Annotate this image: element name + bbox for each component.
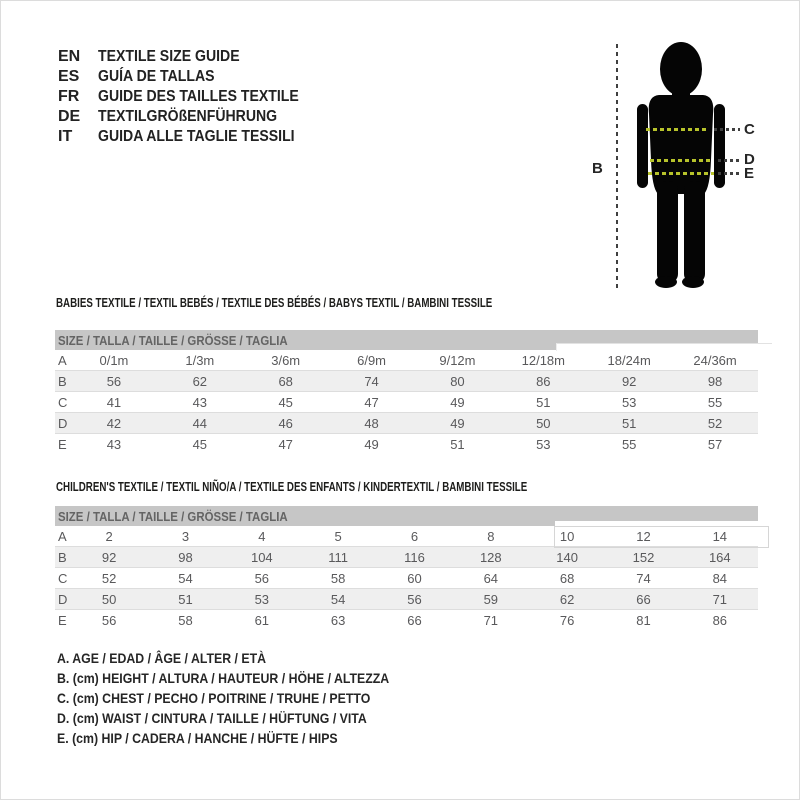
babies-section-heading: BABIES TEXTILE / TEXTIL BEBÉS / TEXTILE DES BÉBÉS / BABYS TEXTIL / BAMBINI TESSILE	[56, 296, 493, 310]
table-row	[55, 371, 758, 392]
height-measure-line	[616, 44, 618, 290]
size-value-cell: 53	[224, 589, 300, 610]
row-label: B	[55, 547, 71, 568]
label-height-b: B	[592, 160, 603, 177]
row-label: B	[55, 371, 71, 392]
size-value-cell: 43	[192, 394, 208, 410]
size-value-cell: 55	[621, 436, 637, 452]
size-value-cell: 92	[586, 371, 672, 392]
size-value-cell: 76	[559, 612, 575, 628]
size-value-cell: 46	[243, 413, 329, 434]
size-value-cell: 49	[415, 413, 501, 434]
size-value-cell: 2	[105, 528, 113, 544]
row-label: E	[58, 436, 67, 452]
babies-header-patch	[556, 343, 772, 351]
size-value-cell: 50	[71, 589, 147, 610]
size-value-cell: 3	[181, 528, 190, 544]
size-value-cell: 4	[258, 528, 266, 544]
lang-row-es	[58, 67, 326, 87]
lang-title: GUÍA DE TALLAS	[98, 68, 215, 85]
size-value-cell: 56	[101, 612, 117, 628]
size-value-cell: 3/6m	[271, 352, 301, 368]
size-value-cell: 92	[71, 547, 147, 568]
language-title-list	[58, 47, 326, 147]
size-value-cell: 12	[636, 528, 651, 544]
size-value-cell: 80	[415, 371, 501, 392]
size-value-cell: 140	[529, 547, 605, 568]
size-value-cell: 56	[254, 570, 270, 586]
size-value-cell: 48	[329, 413, 415, 434]
size-value-cell: 49	[450, 394, 465, 410]
size-value-cell: 128	[453, 547, 529, 568]
size-value-cell: 55	[707, 394, 723, 410]
table-row	[55, 589, 758, 610]
size-header-cell: SIZE / TALLA / TAILLE / GRÖSSE / TAGLIA	[55, 330, 758, 350]
size-value-cell: 47	[278, 436, 293, 452]
lang-row-de	[58, 107, 326, 127]
child-silhouette	[633, 38, 745, 290]
row-label: A	[58, 528, 67, 544]
size-value-cell: 116	[376, 547, 452, 568]
size-value-cell: 53	[536, 436, 551, 452]
size-value-cell: 45	[278, 394, 293, 410]
size-value-cell: 58	[330, 570, 346, 586]
size-value-cell: 45	[192, 436, 208, 452]
size-value-cell: 63	[330, 612, 346, 628]
size-value-cell: 51	[450, 436, 465, 452]
table-row	[55, 413, 758, 434]
row-label: C	[58, 394, 68, 410]
legend-height: B. (cm) HEIGHT / ALTURA / HAUTEUR / HÖHE / ALTEZZA	[57, 670, 390, 686]
table-row	[55, 610, 758, 631]
lang-row-en	[58, 47, 326, 67]
size-value-cell: 52	[672, 413, 758, 434]
lang-code: ES	[58, 68, 80, 85]
row-label: C	[58, 570, 68, 586]
size-value-cell: 0/1m	[99, 352, 129, 368]
size-value-cell: 74	[636, 570, 651, 586]
table-row	[55, 568, 758, 589]
label-waist-d: D	[744, 151, 755, 168]
size-value-cell: 64	[483, 570, 499, 586]
size-value-cell: 6/9m	[357, 352, 387, 368]
size-value-cell: 71	[483, 612, 499, 628]
size-value-cell: 57	[707, 436, 723, 452]
size-value-cell: 68	[243, 371, 329, 392]
size-value-cell: 66	[407, 612, 422, 628]
size-value-cell: 10	[559, 528, 575, 544]
size-value-cell: 60	[407, 570, 422, 586]
size-value-cell: 61	[254, 612, 270, 628]
size-value-cell: 1/3m	[185, 352, 215, 368]
size-value-cell: 41	[106, 394, 122, 410]
table-row	[55, 350, 758, 371]
size-value-cell: 98	[147, 547, 223, 568]
row-label: E	[58, 612, 67, 628]
lang-code: DE	[58, 108, 81, 125]
size-value-cell: 14	[712, 528, 728, 544]
size-value-cell: 8	[487, 528, 495, 544]
size-value-cell: 56	[71, 371, 157, 392]
legend-chest: C. (cm) CHEST / PECHO / POITRINE / TRUHE / PETTO	[57, 690, 371, 706]
size-value-cell: 5	[334, 528, 342, 544]
size-value-cell: 53	[621, 394, 637, 410]
lang-code: IT	[58, 128, 73, 145]
size-header-cell: SIZE / TALLA / TAILLE / GRÖSSE / TAGLIA	[55, 506, 758, 526]
size-value-cell: 56	[376, 589, 452, 610]
size-value-cell: 98	[672, 371, 758, 392]
legend-waist: D. (cm) WAIST / CINTURA / TAILLE / HÜFTUNG / VITA	[57, 710, 367, 726]
size-value-cell: 74	[329, 371, 415, 392]
lang-title: GUIDE DES TAILLES TEXTILE	[98, 88, 299, 105]
size-value-cell: 111	[300, 547, 376, 568]
size-value-cell: 81	[636, 612, 651, 628]
size-value-cell: 6	[410, 528, 419, 544]
waist-measure-line	[650, 159, 712, 162]
size-value-cell: 164	[682, 547, 758, 568]
row-label: D	[55, 589, 71, 610]
size-value-cell: 9/12m	[439, 352, 476, 368]
size-value-cell: 50	[500, 413, 586, 434]
table-row	[55, 547, 758, 568]
children-size-12-14-box	[554, 526, 769, 548]
size-value-cell: 43	[106, 436, 122, 452]
size-value-cell: 71	[682, 589, 758, 610]
hip-measure-line	[648, 172, 714, 175]
size-value-cell: 66	[605, 589, 681, 610]
legend-age: A. AGE / EDAD / ÂGE / ALTER / ETÀ	[57, 650, 266, 666]
size-value-cell: 42	[71, 413, 157, 434]
size-value-cell: 86	[712, 612, 728, 628]
lang-code: FR	[58, 88, 80, 105]
size-value-cell: 58	[178, 612, 193, 628]
size-value-cell: 104	[224, 547, 300, 568]
size-value-cell: 24/36m	[693, 352, 737, 368]
size-value-cell: 44	[157, 413, 243, 434]
size-value-cell: 54	[300, 589, 376, 610]
size-value-cell: 51	[586, 413, 672, 434]
chest-leader-line	[714, 128, 740, 131]
size-value-cell: 62	[529, 589, 605, 610]
lang-row-fr	[58, 87, 326, 107]
lang-row-it	[58, 127, 326, 147]
size-value-cell: 59	[453, 589, 529, 610]
row-label: D	[55, 413, 71, 434]
size-value-cell: 51	[147, 589, 223, 610]
table-row	[55, 434, 758, 455]
size-value-cell: 51	[536, 394, 551, 410]
size-value-cell: 47	[364, 394, 379, 410]
lang-title: TEXTILE SIZE GUIDE	[98, 48, 240, 65]
chest-measure-line	[646, 128, 708, 131]
size-value-cell: 152	[605, 547, 681, 568]
legend-hip: E. (cm) HIP / CADERA / HANCHE / HÜFTE / HIPS	[57, 730, 338, 746]
table-row	[55, 392, 758, 413]
waist-leader-line	[718, 159, 740, 162]
size-value-cell: 12/18m	[521, 352, 565, 368]
size-value-cell: 54	[178, 570, 193, 586]
size-value-cell: 49	[364, 436, 379, 452]
children-section-heading: CHILDREN'S TEXTILE / TEXTIL NIÑO/A / TEXTILE DES ENFANTS / KINDERTEXTIL / BAMBINI TESSILE	[56, 480, 528, 494]
lang-code: EN	[58, 48, 81, 65]
size-value-cell: 68	[559, 570, 575, 586]
label-chest-c: C	[744, 121, 755, 138]
size-value-cell: 84	[712, 570, 728, 586]
row-label: A	[58, 352, 67, 368]
label-hip-e: E	[744, 165, 755, 182]
size-value-cell: 52	[101, 570, 117, 586]
size-value-cell: 62	[157, 371, 243, 392]
measure-legend	[57, 648, 434, 748]
size-value-cell: 18/24m	[607, 352, 651, 368]
size-value-cell: 86	[500, 371, 586, 392]
hip-leader-line	[718, 172, 740, 175]
lang-title: GUIDA ALLE TAGLIE TESSILI	[98, 128, 295, 145]
lang-title: TEXTILGRÖßENFÜHRUNG	[98, 108, 278, 125]
